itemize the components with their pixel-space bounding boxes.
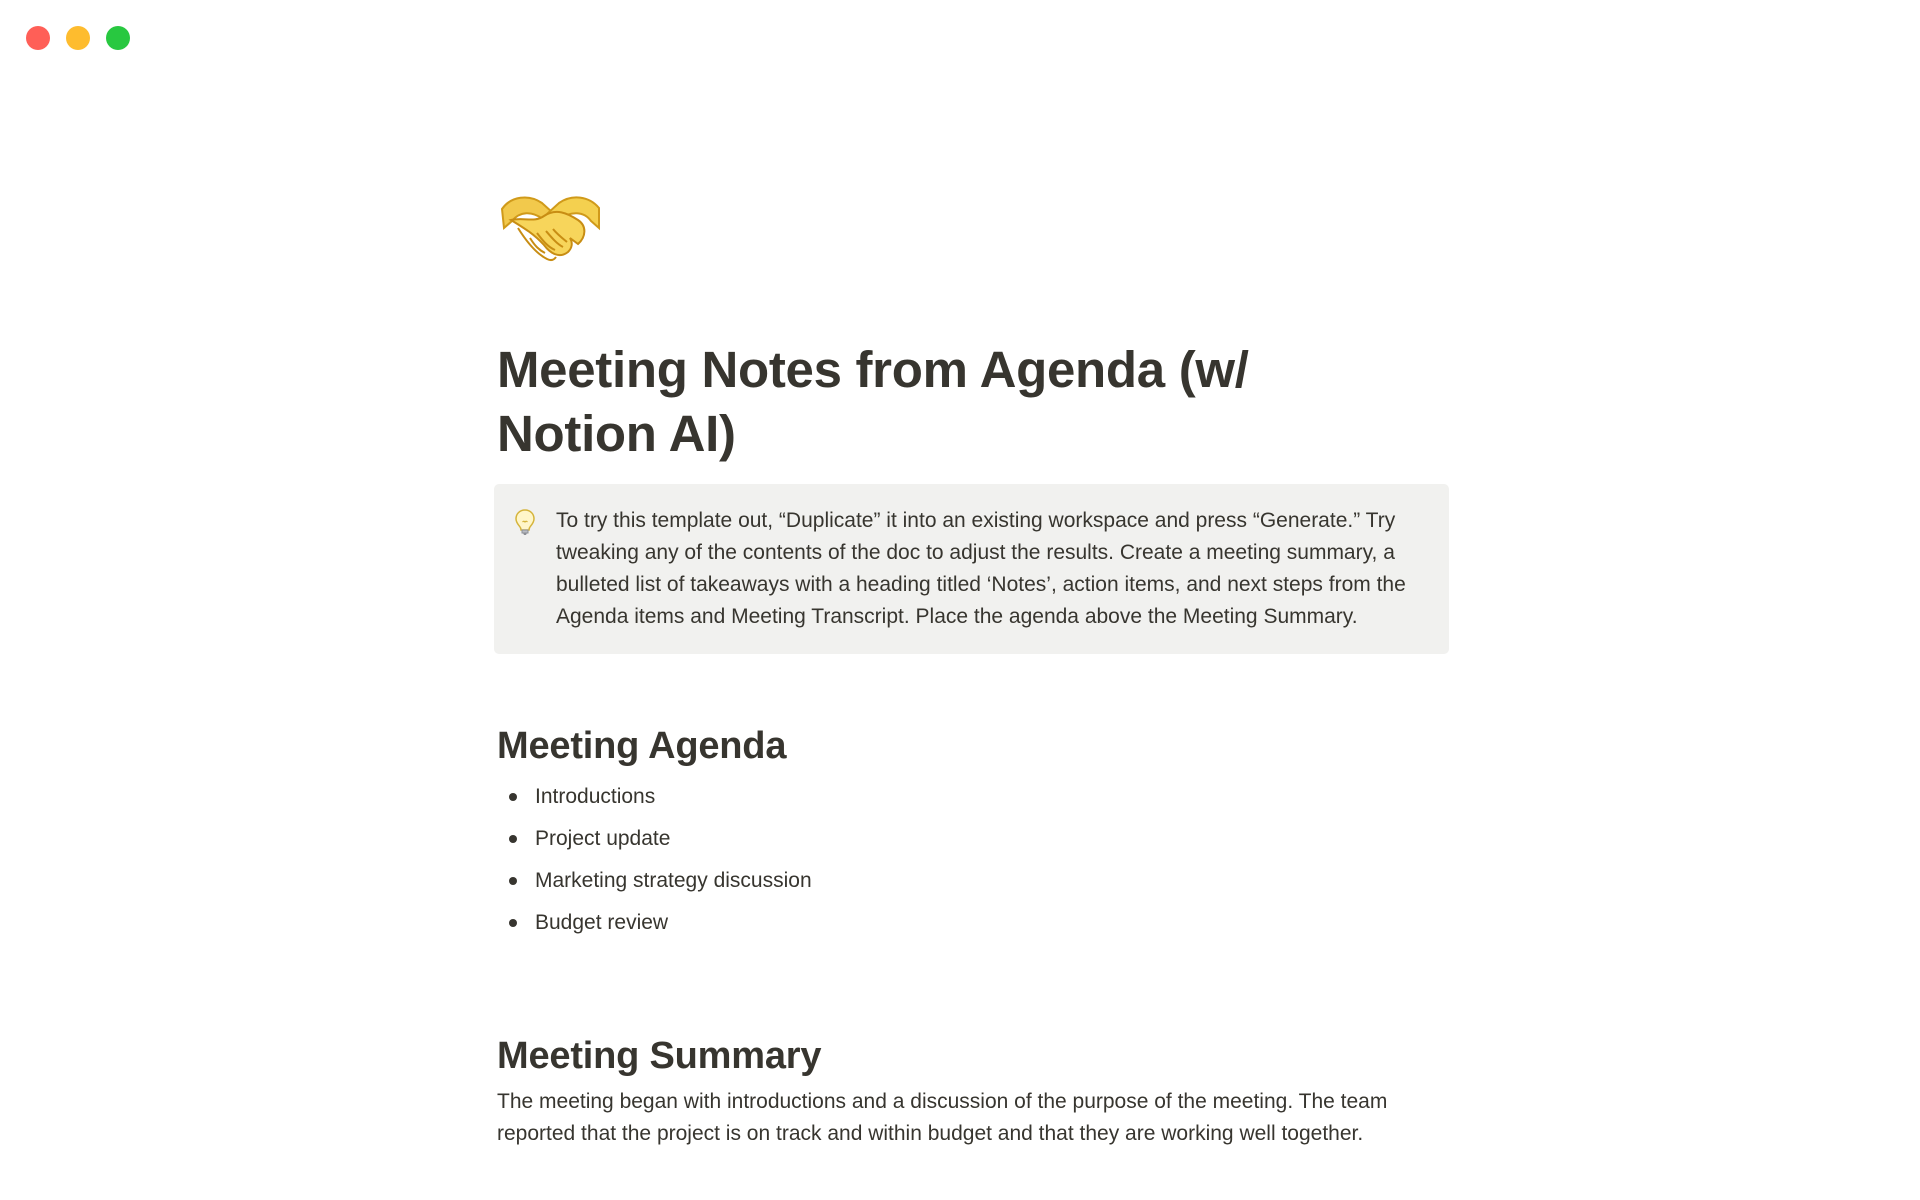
close-window-button[interactable]	[26, 26, 50, 50]
agenda-item-budget-review[interactable]	[497, 902, 1452, 944]
callout-text: To try this template out, “Duplicate” it into an existing workspace and press “Generate.” Try tweaking any of the contents of the doc to adjust the results. Create a meeting summary, a bulleted list of takeaways with a heading titled ‘Notes’, action items, and next steps from the Agenda items and Meeting Transcript. Place the agenda above the Meeting Summary.	[556, 509, 1406, 628]
agenda-item-label: Marketing strategy discussion	[535, 869, 812, 892]
agenda-item-marketing-strategy[interactable]	[497, 860, 1452, 902]
agenda-list	[497, 776, 1452, 944]
maximize-window-button[interactable]	[106, 26, 130, 50]
lightbulb-icon	[513, 508, 537, 536]
agenda-item-label: Introductions	[535, 785, 656, 808]
minimize-window-button[interactable]	[66, 26, 90, 50]
agenda-item-label: Project update	[535, 827, 671, 850]
page-title[interactable]: Meeting Notes from Agenda (w/ Notion AI)	[497, 341, 1249, 462]
meeting-agenda-heading[interactable]: Meeting Agenda	[497, 725, 787, 767]
agenda-item-label: Budget review	[535, 911, 669, 934]
window-controls	[26, 26, 130, 50]
template-callout[interactable]	[494, 484, 1449, 654]
page-content	[497, 186, 1452, 1150]
meeting-summary-heading[interactable]: Meeting Summary	[497, 1035, 822, 1077]
handshake-icon[interactable]	[496, 186, 606, 276]
meeting-summary-text[interactable]: The meeting began with introductions and a discussion of the purpose of the meeting. The team reported that the project is on track and within budget and that they are working well together.	[497, 1090, 1388, 1145]
agenda-item-introductions[interactable]	[497, 776, 1452, 818]
bullet-icon	[509, 835, 517, 843]
bullet-icon	[509, 919, 517, 927]
bullet-icon	[509, 877, 517, 885]
bullet-icon	[509, 793, 517, 801]
agenda-item-project-update[interactable]	[497, 818, 1452, 860]
